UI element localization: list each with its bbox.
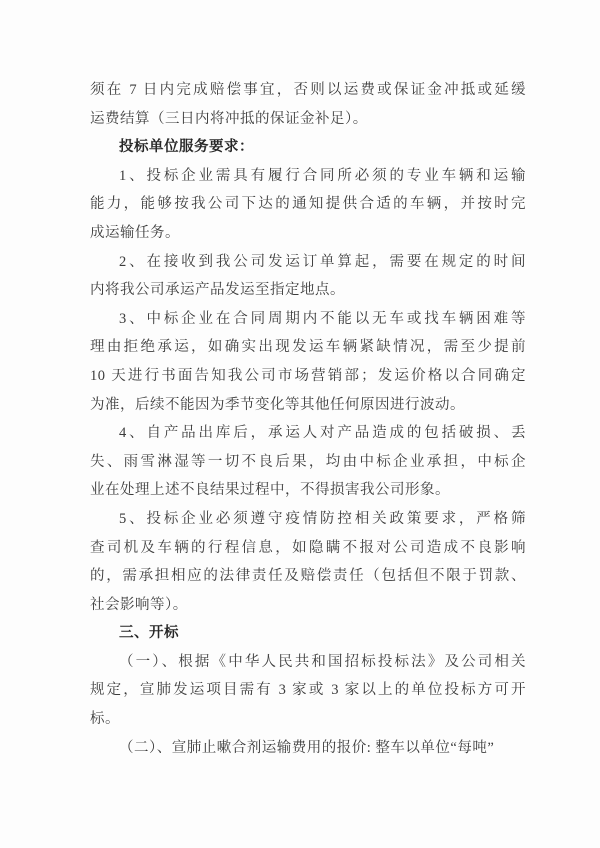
text-line: 标。 — [90, 711, 120, 728]
text-line: 失、雨雪淋湿等一切不良后果，均由中标企业承担，中标企 — [90, 453, 526, 470]
text-line: 2、在接收到我公司发运订单算起，需要在规定的时间 — [119, 253, 526, 270]
text-line: （二）、宣肺止嗽合剂运输费用的报价: 整车以单位“每吨” — [119, 739, 495, 756]
text-line: 的，需承担相应的法律责任及赔偿责任（包括但不限于罚款、 — [90, 568, 526, 585]
text-line: 须在 7 日内完成赔偿事宜，否则以运费或保证金冲抵或延缓 — [90, 82, 526, 98]
text-line: 业在处理上述不良结果过程中，不得损害我公司形象。 — [90, 482, 450, 499]
text-line: 社会影响等）。 — [90, 596, 188, 613]
text-line: 能力，能够按我公司下达的通知提供合适的车辆，并按时完 — [90, 196, 526, 213]
text-line: 4、自产品出库后，承运人对产品造成的包括破损、丢 — [119, 425, 526, 442]
text-line: 10 天进行书面告知我公司市场营销部；发运价格以合同确定 — [90, 367, 526, 384]
text-line: 规定，宣肺发运项目需有 3 家或 3 家以上的单位投标方可开 — [90, 682, 526, 699]
text-line: 5、投标企业必须遵守疫情防控相关政策要求，严格筛 — [119, 510, 526, 527]
heading-line: 投标单位服务要求： — [119, 139, 254, 156]
heading-line: 三、开标 — [119, 625, 179, 642]
text-line: 成运输任务。 — [90, 224, 180, 241]
text-line: 理由拒绝承运，如确实出现发运车辆紧缺情况，需至少提前 — [90, 339, 526, 356]
text-line: 1、投标企业需具有履行合同所必须的专业车辆和运输 — [119, 167, 526, 184]
text-line: 为准，后续不能因为季节变化等其他任何原因进行波动。 — [90, 396, 465, 413]
text-line: （一）、根据《中华人民共和国招标投标法》及公司相关 — [119, 653, 526, 670]
document-text — [90, 76, 526, 762]
text-line: 内将我公司承运产品发运至指定地点。 — [90, 282, 345, 299]
text-line: 查司机及车辆的行程信息，如隐瞒不报对公司造成不良影响 — [90, 539, 526, 556]
text-line: 运费结算（三日内将冲抵的保证金补足）。 — [90, 110, 368, 127]
text-line: 3、中标企业在合同周期内不能以无车或找车辆困难等 — [119, 310, 526, 327]
